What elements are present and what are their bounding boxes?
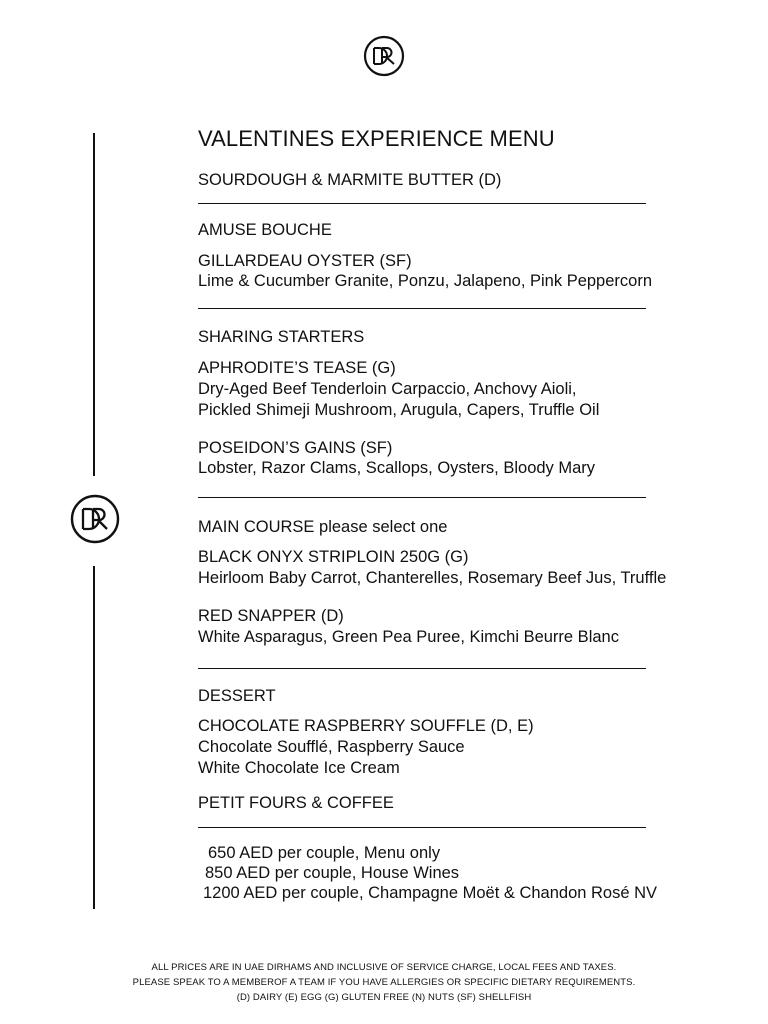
section-heading-sharing-starters: SHARING STARTERS	[198, 328, 365, 346]
dish-name: GILLARDEAU OYSTER (SF)	[198, 252, 412, 270]
section-divider	[198, 497, 646, 498]
dish-description: Lime & Cucumber Granite, Ponzu, Jalapeno, Pink Peppercorn	[198, 272, 652, 290]
dish-name: APHRODITE’S TEASE (G)	[198, 359, 396, 377]
dr-monogram-logo-icon	[363, 35, 405, 77]
section-divider	[198, 827, 646, 828]
section-heading-main-course	[198, 519, 447, 536]
dish-description: Heirloom Baby Carrot, Chanterelles, Rosemary Beef Jus, Truffle	[198, 569, 667, 587]
vertical-divider-upper	[93, 133, 95, 476]
section-heading-amuse-bouche: AMUSE BOUCHE	[198, 221, 332, 239]
section-heading-dessert: DESSERT	[198, 687, 276, 705]
dish-description: Lobster, Razor Clams, Scallops, Oysters, Bloody Mary	[198, 459, 596, 477]
main-course-label: MAIN COURSE	[198, 518, 315, 536]
price-line: 1200 AED per couple, Champagne Moët & Chandon Rosé NV	[203, 884, 658, 902]
dr-monogram-logo-side-icon	[70, 494, 120, 544]
vertical-divider-lower	[93, 566, 95, 909]
section-divider	[198, 668, 646, 669]
price-line: 850 AED per couple, House Wines	[205, 864, 460, 882]
dish-name: POSEIDON’S GAINS (SF)	[198, 439, 393, 457]
petit-fours-item: PETIT FOURS & COFFEE	[198, 794, 394, 812]
section-divider	[198, 203, 646, 204]
footer-line: ALL PRICES ARE IN UAE DIRHAMS AND INCLUSIVE OF SERVICE CHARGE, LOCAL FEES AND TAXES.	[151, 962, 617, 973]
dish-name: RED SNAPPER (D)	[198, 607, 344, 625]
dish-description: White Chocolate Ice Cream	[198, 759, 400, 777]
dish-description: White Asparagus, Green Pea Puree, Kimchi Beurre Blanc	[198, 628, 619, 646]
dish-description: Dry-Aged Beef Tenderloin Carpaccio, Anchovy Aioli,	[198, 380, 577, 398]
bread-item: SOURDOUGH & MARMITE BUTTER (D)	[198, 171, 502, 189]
main-course-note: please select one	[314, 518, 448, 536]
footer-line: PLEASE SPEAK TO A MEMBEROF A TEAM IF YOU HAVE ALLERGIES OR SPECIFIC DIETARY REQUIREMENTS.	[132, 977, 636, 988]
dish-name: CHOCOLATE RASPBERRY SOUFFLE (D, E)	[198, 717, 534, 735]
section-divider	[198, 308, 646, 309]
dish-description: Chocolate Soufflé, Raspberry Sauce	[198, 738, 465, 756]
dish-name: BLACK ONYX STRIPLOIN 250G (G)	[198, 548, 469, 566]
allergen-key: (D) DAIRY (E) EGG (G) GLUTEN FREE (N) NUTS (SF) SHELLFISH	[236, 992, 532, 1003]
menu-title: VALENTINES EXPERIENCE MENU	[198, 126, 555, 151]
dish-description: Pickled Shimeji Mushroom, Arugula, Capers, Truffle Oil	[198, 401, 600, 419]
price-line: 650 AED per couple, Menu only	[208, 844, 441, 862]
